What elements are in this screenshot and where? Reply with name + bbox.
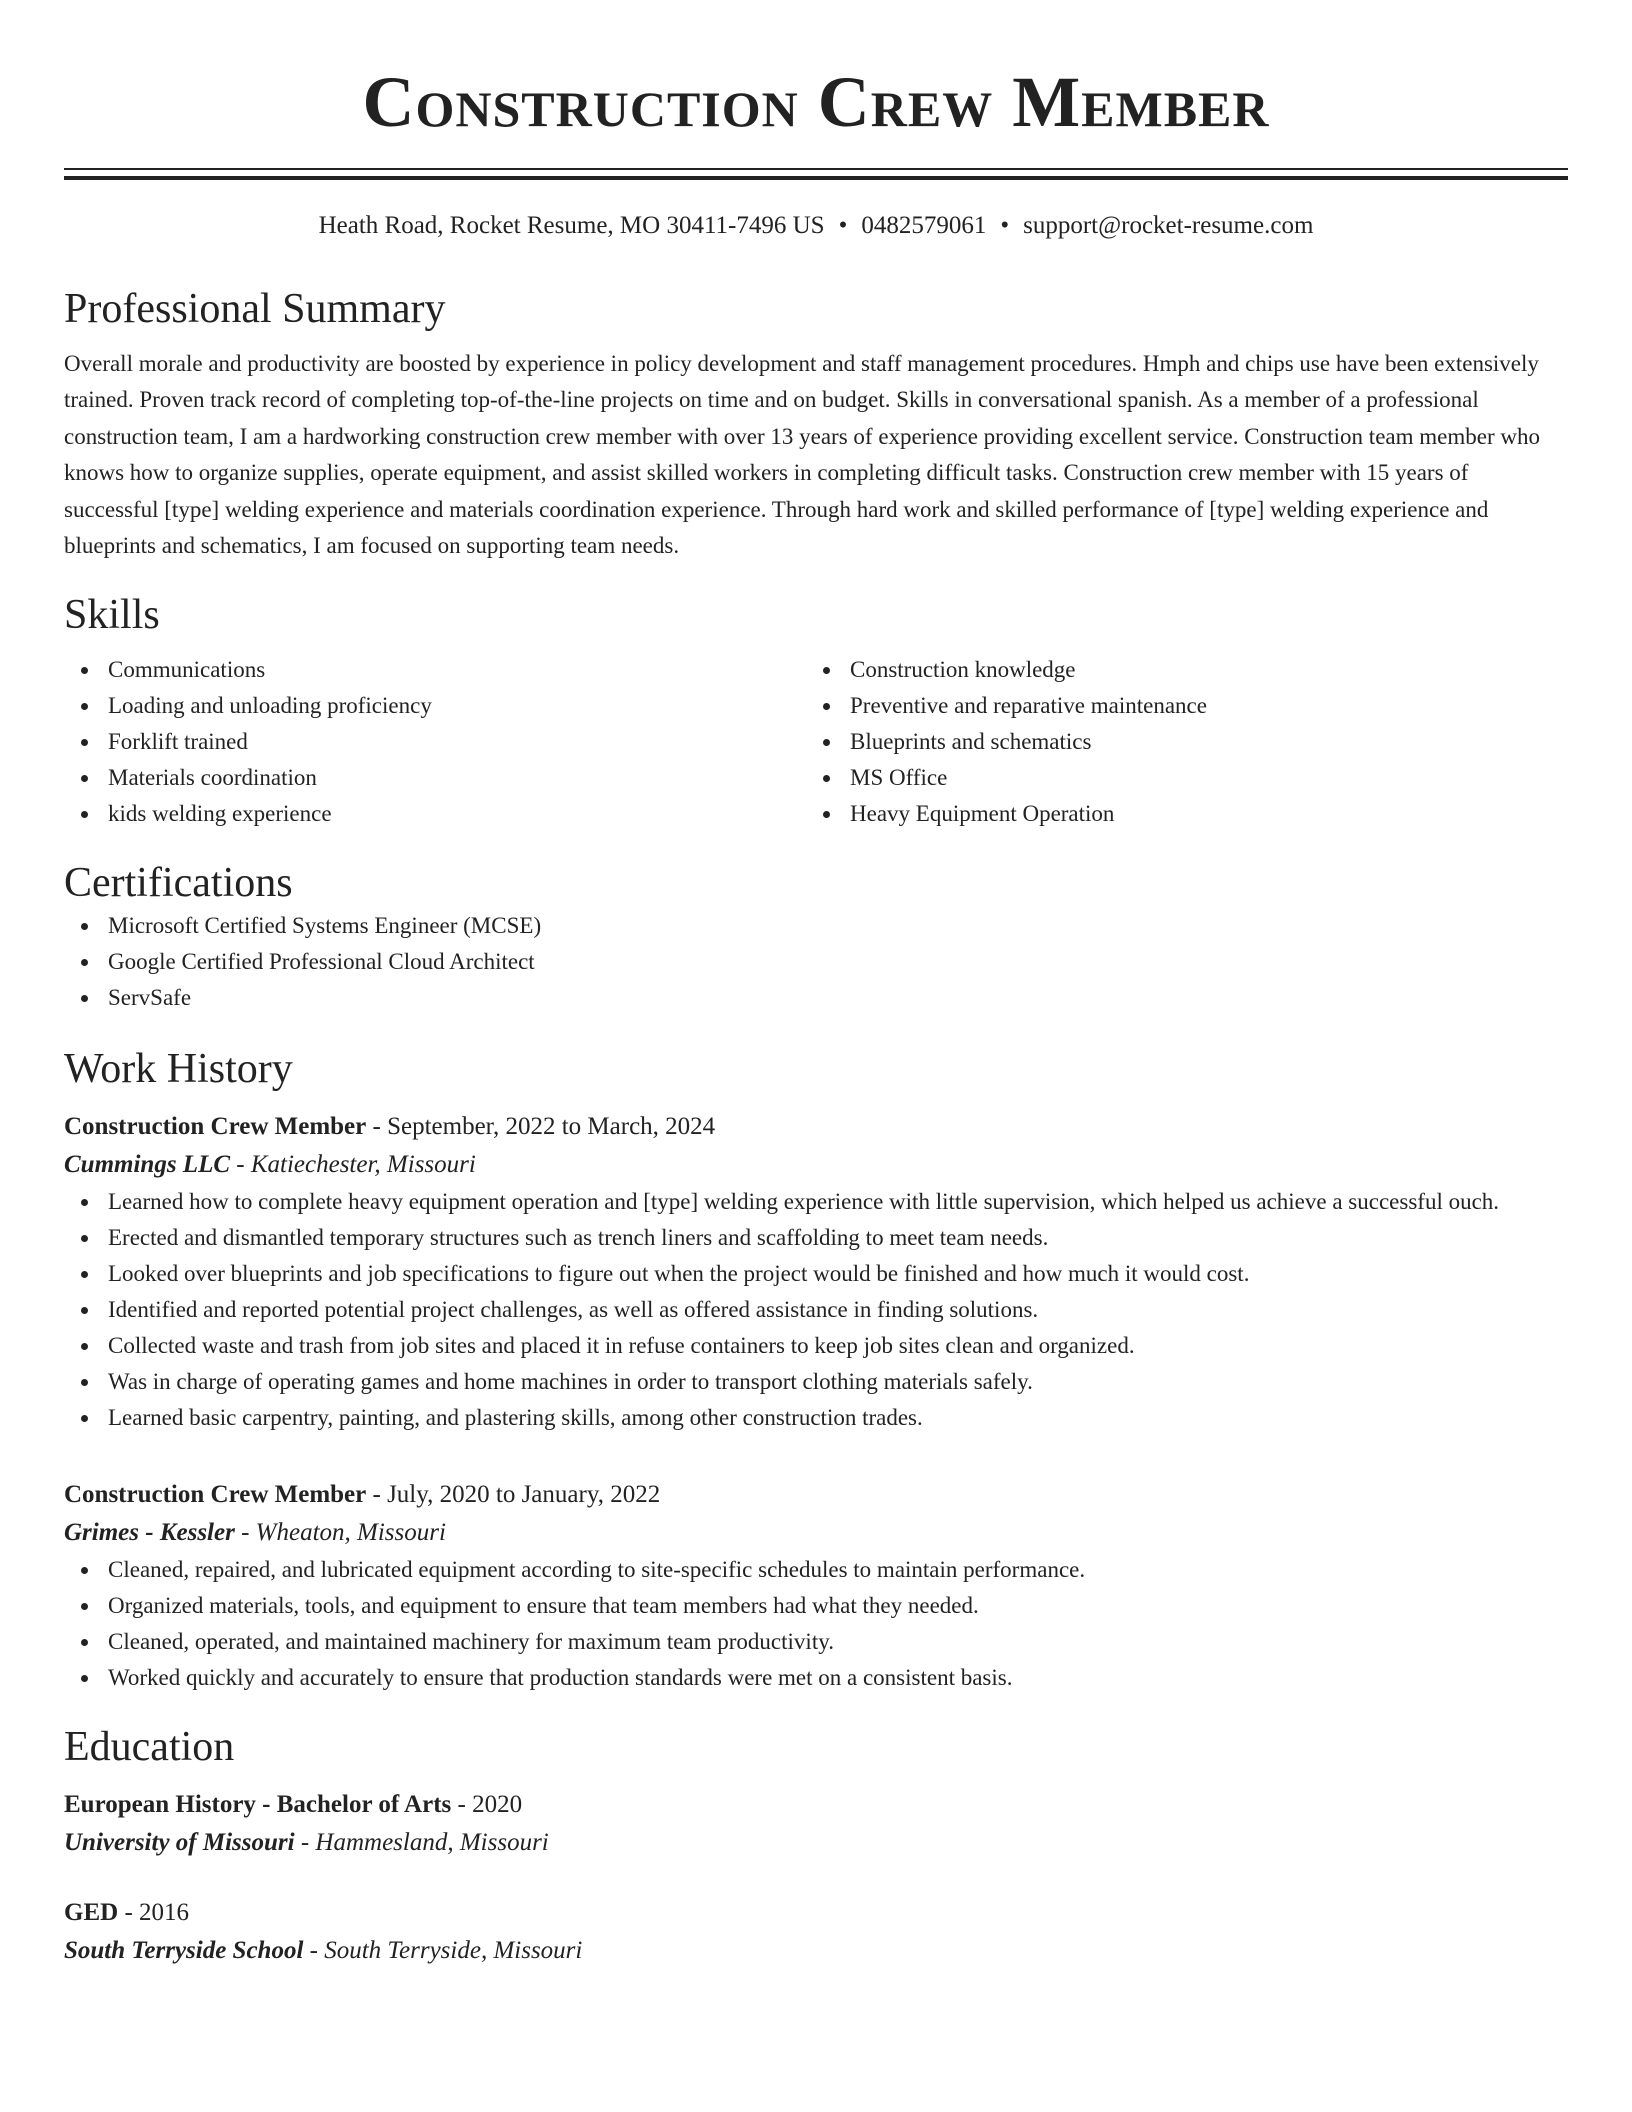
contact-address: Heath Road, Rocket Resume, MO 30411-7496 US — [318, 212, 825, 239]
job-title-line — [64, 1476, 1568, 1514]
job-bullet: Was in charge of operating games and home machines in order to transport clothing materials safely. — [64, 1364, 1568, 1400]
contact-separator: • — [838, 212, 848, 239]
skill-item: Heavy Equipment Operation — [806, 796, 1548, 832]
job-title-line — [64, 1108, 1568, 1146]
job-company-line — [64, 1146, 1568, 1184]
skills-heading: Skills — [64, 592, 160, 639]
job-company-line — [64, 1514, 1568, 1552]
job-bullet: Cleaned, operated, and maintained machinery for maximum team productivity. — [64, 1624, 1568, 1660]
summary-text: Overall morale and productivity are boosted by experience in policy development and staff management procedures. Hmph and chips use have been extensively trained. Proven track record of completing top-of-the-line projects on time and on budget. Skills in conversational spanish. As a member of a professional construction team, I am a hardworking construction crew member with over 13 years of experience providing excellent service. Construction team member who knows how to organize supplies, operate equipment, and assist skilled workers in completing difficult tasks. Construction crew member with 15 years of successful [type] welding experience and materials coordination experience. Through hard work and skilled performance of [type] welding experience and blueprints and schematics, I am focused on supporting team needs. — [64, 351, 1540, 559]
job-bullet: Worked quickly and accurately to ensure that production standards were met on a consistent basis. — [64, 1660, 1568, 1696]
job-dates: - September, 2022 to March, 2024 — [366, 1113, 716, 1141]
certification-item: ServSafe — [64, 980, 1568, 1016]
certifications-list — [64, 908, 1568, 1016]
job-bullet: Learned basic carpentry, painting, and plastering skills, among other construction trades. — [64, 1400, 1568, 1436]
job-location: - Katiechester, Missouri — [230, 1151, 476, 1179]
job-bullet: Cleaned, repaired, and lubricated equipment according to site-specific schedules to maintain performance. — [64, 1552, 1568, 1588]
skill-item: Forklift trained — [64, 724, 806, 760]
job-bullet: Organized materials, tools, and equipment to ensure that team members had what they needed. — [64, 1588, 1568, 1624]
education-year: - 2020 — [451, 1791, 523, 1819]
skill-item: kids welding experience — [64, 796, 806, 832]
job-company: Grimes - Kessler — [64, 1519, 235, 1547]
work-history-heading: Work History — [64, 1046, 293, 1093]
job-bullet: Identified and reported potential project challenges, as well as offered assistance in finding solutions. — [64, 1292, 1568, 1328]
education-location: - Hammesland, Missouri — [294, 1829, 549, 1857]
job-entry — [64, 1476, 1568, 1696]
resume-name: Construction Crew Member — [362, 62, 1270, 142]
job-bullet: Erected and dismantled temporary structures such as trench liners and scaffolding to meet team needs. — [64, 1220, 1568, 1256]
job-location: - Wheaton, Missouri — [234, 1519, 446, 1547]
skill-item: Materials coordination — [64, 760, 806, 796]
job-bullet: Collected waste and trash from job sites and placed it in refuse containers to keep job sites clean and organized. — [64, 1328, 1568, 1364]
skills-list-left — [64, 652, 806, 832]
skill-item: Loading and unloading proficiency — [64, 688, 806, 724]
education-school-line — [64, 1824, 1568, 1862]
skill-item: MS Office — [806, 760, 1548, 796]
education-entry — [64, 1786, 1568, 1862]
education-school: South Terryside School — [64, 1937, 304, 1965]
job-company: Cummings LLC — [64, 1151, 231, 1179]
contact-separator: • — [1000, 212, 1010, 239]
job-dates: - July, 2020 to January, 2022 — [366, 1481, 661, 1509]
job-role: Construction Crew Member — [64, 1113, 367, 1141]
skills-list-right — [806, 652, 1548, 832]
resume-page — [64, 0, 1568, 1970]
job-bullets — [64, 1184, 1568, 1436]
contact-phone: 0482579061 — [861, 212, 987, 239]
education-degree: GED — [64, 1899, 119, 1927]
education-location: - South Terryside, Missouri — [303, 1937, 583, 1965]
skill-item: Communications — [64, 652, 806, 688]
skill-item: Construction knowledge — [806, 652, 1548, 688]
education-entry — [64, 1894, 1568, 1970]
summary-heading: Professional Summary — [64, 286, 446, 332]
job-bullet: Looked over blueprints and job specifications to figure out when the project would be finished and how much it would cost. — [64, 1256, 1568, 1292]
job-bullet: Learned how to complete heavy equipment operation and [type] welding experience with little supervision, which helped us achieve a successful ouch. — [64, 1184, 1568, 1220]
job-role: Construction Crew Member — [64, 1481, 367, 1509]
skills-columns — [64, 652, 1568, 832]
contact-line — [64, 210, 1568, 242]
contact-email: support@rocket-resume.com — [1023, 212, 1314, 239]
education-heading: Education — [64, 1724, 235, 1771]
education-degree-line — [64, 1894, 1568, 1932]
skill-item: Preventive and reparative maintenance — [806, 688, 1548, 724]
certification-item: Microsoft Certified Systems Engineer (MCSE) — [64, 908, 1568, 944]
skill-item: Blueprints and schematics — [806, 724, 1548, 760]
education-school: University of Missouri — [64, 1829, 295, 1857]
education-degree-line — [64, 1786, 1568, 1824]
header-rule-thin — [64, 168, 1568, 170]
education-school-line — [64, 1932, 1568, 1970]
education-year: - 2016 — [118, 1899, 190, 1927]
education-degree: European History - Bachelor of Arts — [64, 1791, 452, 1819]
certifications-heading: Certifications — [64, 860, 293, 907]
job-bullets — [64, 1552, 1568, 1696]
job-entry — [64, 1108, 1568, 1436]
header-rule-thick — [64, 176, 1568, 180]
certification-item: Google Certified Professional Cloud Architect — [64, 944, 1568, 980]
